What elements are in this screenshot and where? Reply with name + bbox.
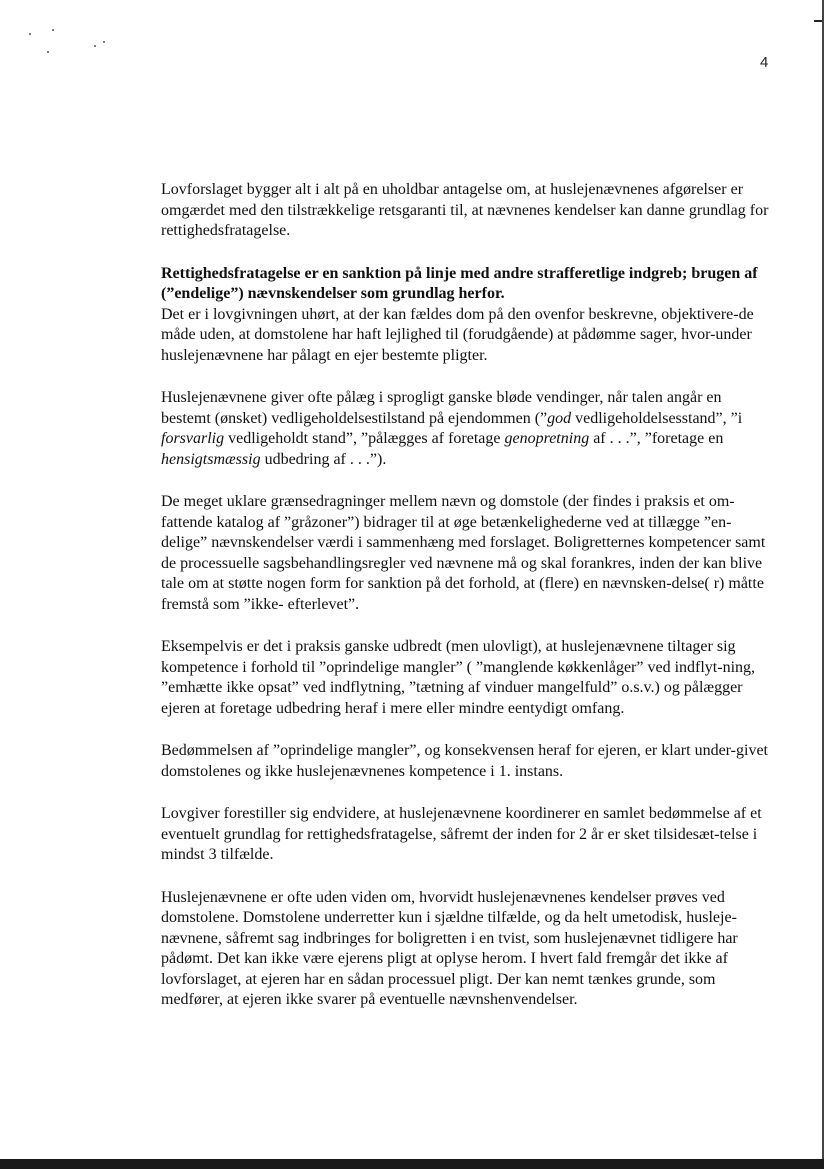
text-run: udbedring af . . .”). xyxy=(260,450,387,468)
paragraph-4: De meget uklare grænsedragninger mellem nævn og domstole (der findes i praksis et om-fattende katalog af ”gråzoner”) bidrager til at øge betænkelighederne ved at tillægge ”en-delige” nævnskendelser værdi i sammenhæng med forslaget. Boligretternes kompetencer samt de processuelle sagsbehandlingsregler ved nævnene må og skal forankres, inden der kan blive tale om at støtte nogen form for sanktion på det forhold, at (flere) en nævnsken-delse( r) måtte fremstå som ”ikke- efterlevet”. xyxy=(161,493,766,613)
italic-term: hensigtsmæssig xyxy=(161,450,261,468)
scan-speck xyxy=(52,29,54,31)
section-heading: Rettighedsfratagelse er en sanktion på linje med andre strafferetlige indgreb; brugen af (”endelige”) nævnskendelser som grundlag herfor. xyxy=(161,264,758,302)
scan-speck xyxy=(94,45,96,47)
page-number: 4 xyxy=(760,54,769,71)
scan-speck xyxy=(47,51,49,53)
text-run: Huslejenævnene giver ofte pålæg i sprogligt ganske bløde vendinger, når talen angår en bestemt (ønsket) vedligeholdelsestilstand på ejendommen (” xyxy=(161,389,722,427)
italic-term: forsvarlig xyxy=(161,430,225,447)
scan-edge-mark xyxy=(0,1159,824,1169)
document-body xyxy=(161,180,771,1033)
section-block xyxy=(161,264,771,367)
paragraph-7: Lovgiver forestiller sig endvidere, at huslejenævnene koordinerer en samlet bedømmelse af et eventuelt grundlag for rettighedsfratagelse, såfremt der inden for 2 år er sket tilsidesæt-telse i mindst 3 tilfælde. xyxy=(161,805,762,863)
italic-term: genopretning xyxy=(504,430,590,447)
paragraph-3 xyxy=(161,388,771,470)
italic-term: god xyxy=(547,409,572,427)
scan-speck xyxy=(103,41,105,43)
paragraph-2: Det er i lovgivningen uhørt, at der kan fældes dom på den ovenfor beskrevne, objektivere-de måde uden, at domstolene har haft lejlighed til (forudgående) at pådømme sager, hvor-under huslejenævnene har pålagt en ejer bestemte pligter. xyxy=(161,305,754,364)
paragraph-1: Lovforslaget bygger alt i alt på en uholdbar antagelse om, at huslejenævnenes afgørelser er omgærdet med den tilstrækkelige retsgaranti til, at nævnenes kendelser kan danne grundlag for rettighedsfratagelse. xyxy=(161,181,769,239)
text-run: af . . .”, ”foretage en xyxy=(589,430,724,447)
text-run: vedligeholdelsesstand”, ”i xyxy=(571,409,743,427)
paragraph-8: Huslejenævnene er ofte uden viden om, hvorvidt huslejenævnenes kendelser prøves ved domstolene. Domstolene underretter kun i sjældne tilfælde, og da helt umetodisk, husleje-nævnene, såfremt sag indbringes for boligretten i en tvist, som huslejenævnet tidligere har pådømt. Det kan ikke være ejerens pligt at oplyse herom. I hvert fald fremgår det ikke af lovforslaget, at ejeren har en sådan processuel pligt. Der kan nemt tænkes grunde, som medfører, at ejeren ikke svarer på eventuelle nævnshenvendelser. xyxy=(161,888,738,1008)
scan-speck xyxy=(29,33,31,35)
text-run: vedligeholdt stand”, ”pålægges af foretage xyxy=(224,430,505,447)
paragraph-5: Eksempelvis er det i praksis ganske udbredt (men ulovligt), at huslejenævnene tiltager sig kompetence i forhold til ”oprindelige mangler” ( ”manglende køkkenlåger” ved indflyt-ning, ”emhætte ikke opsat” ved indflytning, ”tætning af vinduer mangelfuld” o.s.v.) og pålægger ejeren at foretage udbedring heraf i mere eller mindre eentydigt omfang. xyxy=(161,638,756,717)
paragraph-6: Bedømmelsen af ”oprindelige mangler”, og konsekvensen heraf for ejeren, er klart under-givet domstolenes og ikke huslejenævnenes kompetence i 1. instans. xyxy=(161,742,768,780)
